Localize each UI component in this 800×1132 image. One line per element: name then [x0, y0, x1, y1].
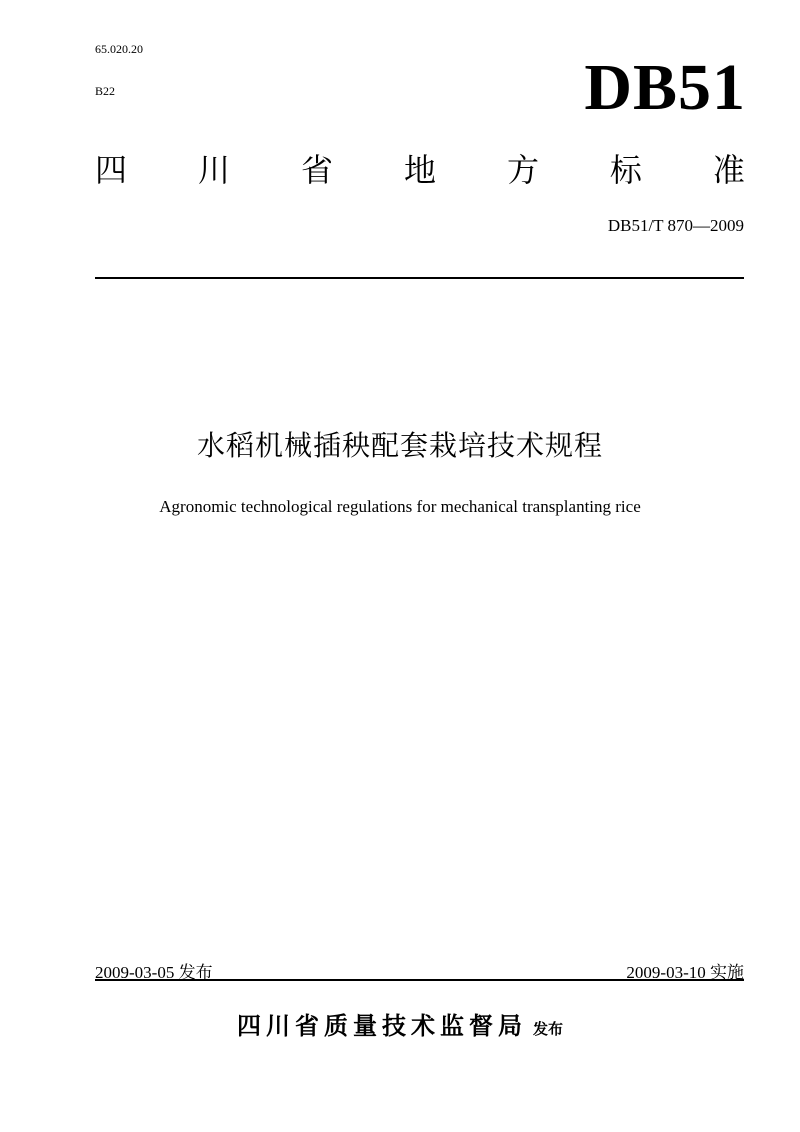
standard-type-title [95, 148, 745, 192]
ics-code: 65.020.20 [95, 42, 143, 56]
issuer-name: 四川省质量技术监督局 [236, 1012, 527, 1040]
implement-date: 2009-03-10 实施 [626, 963, 744, 982]
publish-date: 2009-03-05 发布 [95, 963, 213, 982]
document-title-en: Agronomic technological regulations for mechanical transplanting rice [159, 497, 641, 516]
standard-type-char: 四 [95, 151, 128, 189]
standard-type-char: 川 [197, 151, 230, 189]
standard-code-logo: DB51 [584, 51, 746, 124]
document-title-cn: 水稻机械插秧配套栽培技术规程 [196, 429, 603, 462]
standard-type-char: 准 [712, 151, 745, 189]
standard-type-char: 方 [506, 151, 539, 189]
standard-type-char: 省 [300, 151, 333, 189]
issuer-line [0, 1006, 800, 1041]
standard-type-char: 标 [609, 151, 642, 189]
header-divider [95, 277, 744, 279]
standard-type-char: 地 [403, 151, 436, 189]
footer-divider [95, 979, 744, 981]
standard-number: DB51/T 870—2009 [607, 216, 744, 235]
ccs-code: B22 [95, 84, 116, 98]
issuer-action: 发布 [532, 1020, 563, 1038]
